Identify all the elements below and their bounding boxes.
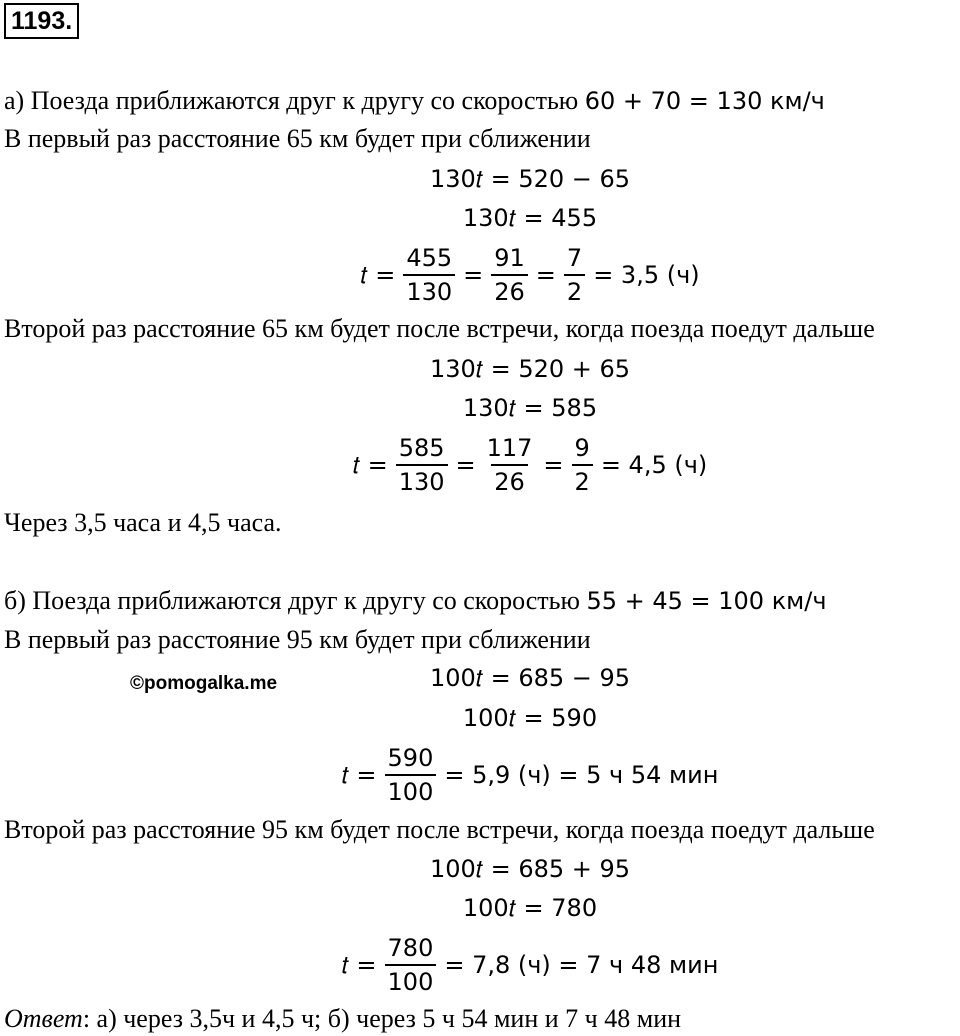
fraction-numerator: 590 — [387, 744, 434, 772]
part-a-fraction-solution-1 — [0, 242, 960, 308]
equals-sign: = — [535, 261, 556, 289]
problem-number: 1193. — [4, 3, 79, 39]
part-b-fraction-solution-1 — [0, 742, 960, 808]
fraction-denominator: 130 — [403, 274, 455, 308]
answer-text: : а) через 3,5ч и 4,5 ч; б) через 5 ч 54 мин и 7 ч 48 мин — [82, 1004, 682, 1033]
fraction-numerator: 780 — [387, 934, 434, 962]
fraction-numerator: 91 — [494, 244, 525, 272]
fraction-lhs: 𝑡 = — [341, 951, 377, 979]
fraction — [491, 242, 528, 308]
fraction-lhs: 𝑡 = — [360, 261, 396, 289]
part-b-first-case: В первый раз расстояние 95 км будет при сближении — [4, 625, 591, 654]
part-b-equation-1: 100𝑡 = 685 − 95 — [429, 664, 631, 692]
part-a-fraction-solution-2 — [0, 432, 960, 498]
fraction-numerator: 117 — [486, 434, 533, 462]
part-a-equation-1: 130𝑡 = 520 − 65 — [429, 165, 631, 193]
fraction-result: = 4,5 (ч) — [600, 451, 708, 479]
part-a-intro-text: а) Поезда приближаются друг к другу со скоростью — [4, 86, 585, 115]
fraction-numerator: 585 — [398, 434, 445, 462]
fraction-denominator: 26 — [491, 464, 528, 498]
fraction — [385, 742, 437, 808]
fraction-result: = 5,9 (ч) = 5 ч 54 мин — [444, 761, 719, 789]
part-b-fraction-solution-2 — [0, 932, 960, 998]
part-b-second-case: Второй раз расстояние 95 км будет после встречи, когда поезда поедут дальше — [4, 815, 875, 844]
part-b-speed-formula: 55 + 45 = 100 км/ч — [586, 587, 827, 615]
part-a-conclusion: Через 3,5 часа и 4,5 часа. — [4, 508, 282, 537]
equals-sign: = — [463, 261, 484, 289]
fraction-numerator: 455 — [406, 244, 453, 272]
part-a-equation-3: 130𝑡 = 520 + 65 — [429, 355, 631, 383]
part-b-equation-2: 100𝑡 = 590 — [462, 704, 598, 732]
part-b-equation-4: 100𝑡 = 780 — [462, 894, 598, 922]
fraction-lhs: 𝑡 = — [341, 761, 377, 789]
fraction-denominator: 100 — [385, 774, 437, 808]
fraction-denominator: 130 — [396, 464, 448, 498]
fraction — [385, 932, 437, 998]
watermark: ©pomogalka.me — [130, 673, 278, 694]
fraction-denominator: 2 — [564, 274, 585, 308]
part-a-speed-formula: 60 + 70 = 130 км/ч — [584, 87, 825, 115]
part-b-intro — [4, 586, 827, 616]
fraction — [484, 432, 536, 498]
fraction — [564, 242, 585, 308]
part-b-intro-text: б) Поезда приближаются друг к другу со скоростью — [4, 586, 587, 615]
fraction-result: = 3,5 (ч) — [593, 261, 700, 289]
fraction — [572, 432, 593, 498]
fraction-numerator: 9 — [574, 434, 590, 462]
answer-label: Ответ — [4, 1004, 83, 1033]
part-b-equation-3: 100𝑡 = 685 + 95 — [429, 855, 631, 883]
part-a-first-case: В первый раз расстояние 65 км будет при сближении — [4, 124, 591, 153]
fraction-lhs: 𝑡 = — [352, 451, 388, 479]
part-a-second-case: Второй раз расстояние 65 км будет после встречи, когда поезда поедут дальше — [4, 314, 875, 343]
fraction — [403, 242, 455, 308]
fraction-result: = 7,8 (ч) = 7 ч 48 мин — [444, 951, 719, 979]
fraction-numerator: 7 — [566, 244, 583, 272]
part-a-equation-2: 130𝑡 = 455 — [462, 204, 598, 232]
equals-sign: = — [455, 451, 476, 479]
equals-sign: = — [543, 451, 564, 479]
part-a-intro — [4, 86, 825, 116]
fraction-denominator: 2 — [572, 464, 593, 498]
fraction — [396, 432, 448, 498]
answer-line — [4, 1004, 681, 1034]
part-a-equation-4: 130𝑡 = 585 — [462, 394, 598, 422]
fraction-denominator: 100 — [385, 964, 437, 998]
fraction-denominator: 26 — [491, 274, 528, 308]
